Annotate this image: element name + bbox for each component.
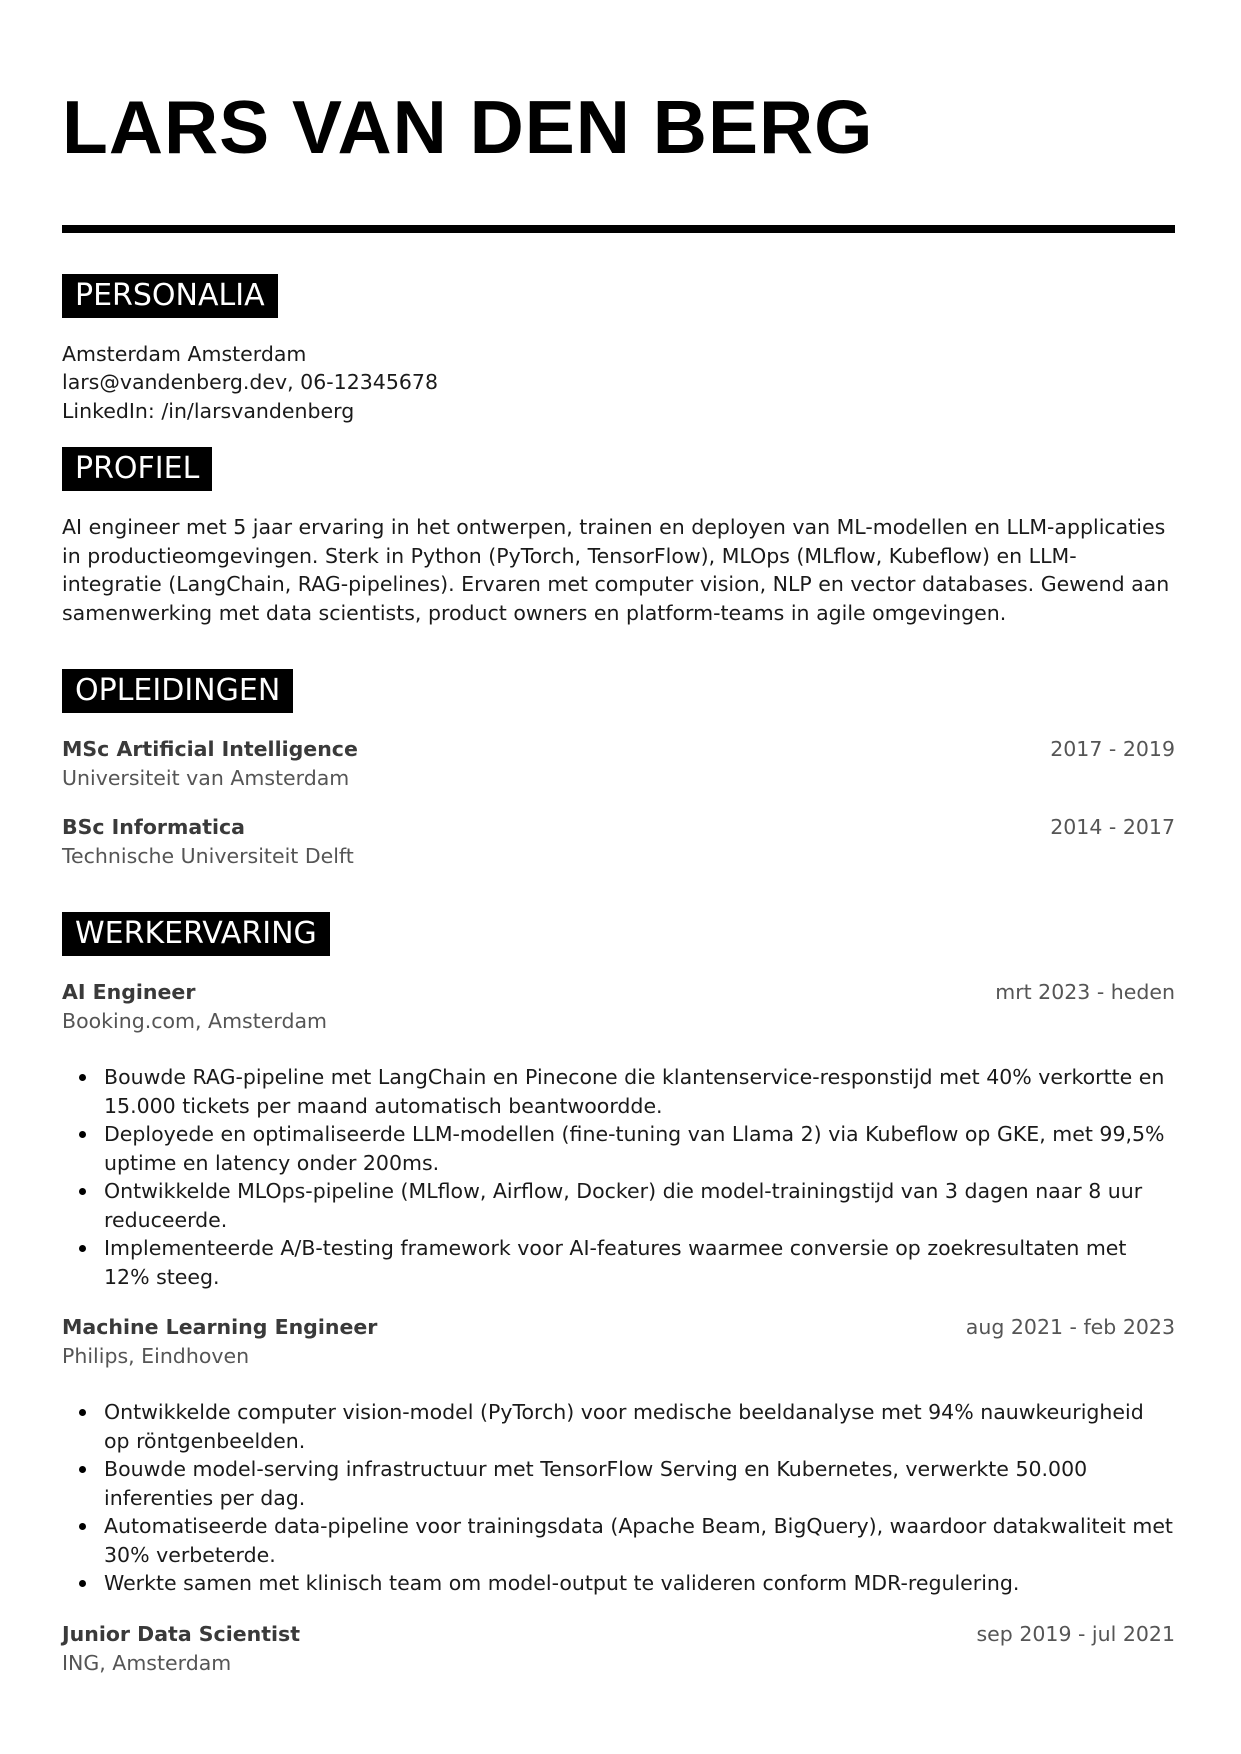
section-title-profiel: PROFIEL [62,447,212,491]
job-period: aug 2021 - feb 2023 [965,1315,1175,1339]
job-achievements [62,1398,1175,1598]
job-entry [62,1313,1175,1370]
profile-summary: AI engineer met 5 jaar ervaring in het ontwerpen, trainen en deployen van ML-modellen en LLM-applicaties in productieomgevingen. Sterk in Python (PyTorch, TensorFlow), MLOps (MLflow, Kubeflow) en LLM-integratie (LangChain, RAG-pipelines). Ervaren met computer vision, NLP en vector databases. Gewend aan samenwerking met data scientists, product owners en platform-teams in agile omgevingen. [62,515,1170,625]
section-title-werkervaring: WERKERVARING [62,912,330,956]
achievement-item: Bouwde model-serving infrastructuur met TensorFlow Serving en Kubernetes, verwerkte 50.000 inferenties per dag. [62,1455,1175,1512]
education-degree: MSc Artificial Intelligence [62,737,358,761]
education-entry [62,813,1175,870]
education-school: Universiteit van Amsterdam [62,765,350,790]
contact-location: Amsterdam Amsterdam [62,342,307,366]
contact-email-phone: lars@vandenberg.dev, 06-12345678 [62,370,439,394]
achievement-item: Bouwde RAG-pipeline met LangChain en Pinecone die klantenservice-responstijd met 40% verkortte en 15.000 tickets per maand automatisch beantwoordde. [62,1063,1175,1120]
achievement-item: Ontwikkelde computer vision-model (PyTorch) voor medische beeldanalyse met 94% nauwkeurigheid op röntgenbeelden. [62,1398,1175,1455]
achievement-item: Implementeerde A/B-testing framework voor AI-features waarmee conversie op zoekresultaten met 12% steeg. [62,1234,1175,1291]
candidate-name: LARS VAN DEN BERG [62,85,874,169]
achievement-item: Deployede en optimaliseerde LLM-modellen (fine-tuning van Llama 2) via Kubeflow op GKE, met 99,5% uptime en latency onder 200ms. [62,1120,1175,1177]
job-role: Machine Learning Engineer [62,1315,378,1339]
achievement-item: Werkte samen met klinisch team om model-output te valideren conform MDR-regulering. [62,1569,1175,1598]
education-period: 2014 - 2017 [1050,815,1175,839]
achievement-item: Automatiseerde data-pipeline voor trainingsdata (Apache Beam, BigQuery), waardoor datakwaliteit met 30% verbeterde. [62,1512,1175,1569]
job-entry [62,1620,1175,1677]
job-role: AI Engineer [62,980,196,1004]
job-achievements [62,1063,1175,1291]
job-period: sep 2019 - jul 2021 [976,1622,1175,1646]
job-period: mrt 2023 - heden [995,980,1175,1004]
header-divider [62,225,1175,233]
section-title-opleidingen: OPLEIDINGEN [62,669,293,713]
education-period: 2017 - 2019 [1050,737,1175,761]
education-degree: BSc Informatica [62,815,246,839]
education-school: Technische Universiteit Delft [62,843,354,868]
job-entry [62,978,1175,1035]
job-role: Junior Data Scientist [62,1622,301,1646]
job-company: ING, Amsterdam [62,1650,232,1675]
education-entry [62,735,1175,792]
section-title-personalia: PERSONALIA [62,274,278,318]
contact-linkedin: LinkedIn: /in/larsvandenberg [62,399,355,423]
job-company: Booking.com, Amsterdam [62,1008,327,1033]
job-company: Philips, Eindhoven [62,1343,250,1368]
achievement-item: Ontwikkelde MLOps-pipeline (MLflow, Airflow, Docker) die model-trainingstijd van 3 dagen naar 8 uur reduceerde. [62,1177,1175,1234]
